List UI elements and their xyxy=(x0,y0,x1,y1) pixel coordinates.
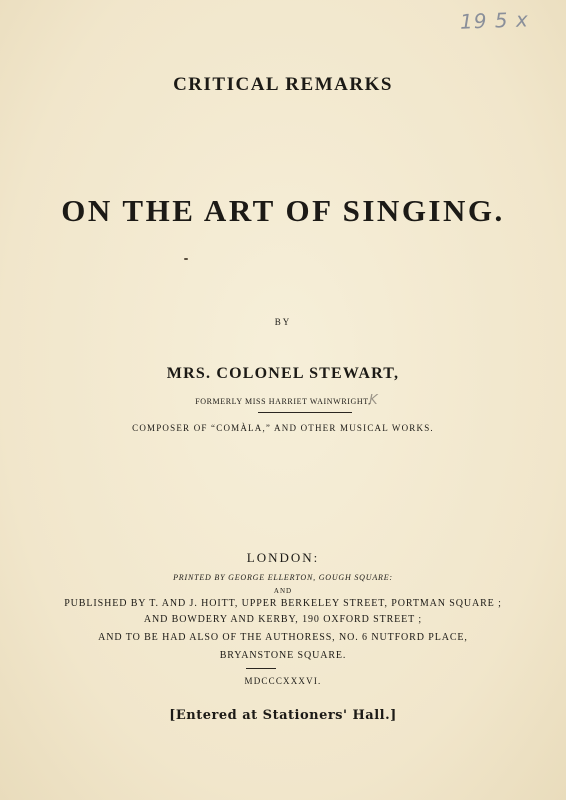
imprint-publisher-line-4: BRYANSTONE SQUARE. xyxy=(219,650,347,661)
pencil-margin-mark: K xyxy=(369,393,378,408)
author-name: MRS. COLONEL STEWART, xyxy=(166,365,400,382)
imprint-publisher-line-3: AND TO BE HAD ALSO OF THE AUTHORESS, NO. 6 NUTFORD PLACE, xyxy=(98,632,468,643)
author-former-name: FORMERLY MISS HARRIET WAINWRIGHT, xyxy=(195,397,371,406)
main-title: ON THE ART OF SINGING. xyxy=(61,193,505,228)
imprint-rule xyxy=(246,668,276,669)
imprint-printer: PRINTED BY GEORGE ELLERTON, GOUGH SQUARE: xyxy=(173,573,393,582)
imprint-publisher-line-2: AND BOWDERY AND KERBY, 190 OXFORD STREET ; xyxy=(143,614,423,625)
by-line: BY xyxy=(274,317,292,327)
imprint-city: LONDON: xyxy=(246,550,320,565)
divider-rule xyxy=(258,412,352,413)
ink-speck xyxy=(184,258,188,260)
imprint-publisher-line-1: PUBLISHED BY T. AND J. HOITT, UPPER BERKELEY STREET, PORTMAN SQUARE ; xyxy=(64,598,502,609)
author-credits: COMPOSER OF “COMÀLA,” AND OTHER MUSICAL WORKS. xyxy=(132,423,434,433)
library-shelfmark: 19 5 x xyxy=(459,7,530,34)
title-line-1: CRITICAL REMARKS xyxy=(173,74,393,95)
imprint-and: AND xyxy=(273,587,293,595)
stationers-hall-note: [Entered at Stationers' Hall.] xyxy=(169,708,397,723)
imprint-year: MDCCCXXXVI. xyxy=(244,676,322,686)
